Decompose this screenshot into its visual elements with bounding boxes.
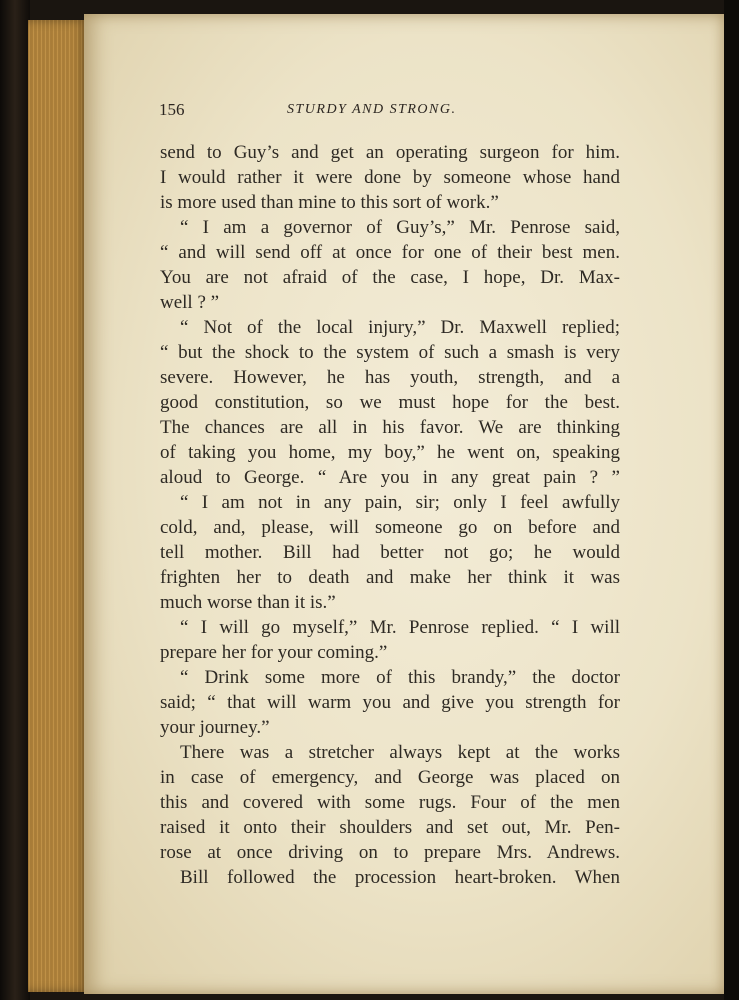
text-line: rose at once driving on to prepare Mrs. Andrews.: [160, 842, 620, 863]
book-binding: [0, 0, 30, 1000]
text-line: frighten her to death and make her think it was: [160, 567, 620, 588]
text-line: “ Not of the local injury,” Dr. Maxwell replied;: [180, 317, 620, 338]
text-line: of taking you home, my boy,” he went on, speaking: [160, 442, 620, 463]
page-header: [159, 100, 629, 124]
text-line: in case of emergency, and George was placed on: [160, 767, 620, 788]
text-line: “ I will go myself,” Mr. Penrose replied. “ I will: [180, 617, 620, 638]
text-line: You are not afraid of the case, I hope, Dr. Max-: [160, 267, 620, 288]
text-line: well ? ”: [160, 292, 220, 313]
text-line: cold, and, please, will someone go on before and: [160, 517, 620, 538]
text-line: is more used than mine to this sort of work.”: [160, 192, 499, 213]
page-number: 156: [159, 100, 185, 119]
text-line: prepare her for your coming.”: [160, 642, 388, 663]
text-line: “ I am a governor of Guy’s,” Mr. Penrose said,: [180, 217, 620, 238]
text-line: “ Drink some more of this brandy,” the doctor: [180, 667, 620, 688]
text-line: “ and will send off at once for one of their best men.: [160, 242, 620, 263]
page-edges: [28, 20, 88, 992]
text-line: good constitution, so we must hope for the best.: [160, 392, 620, 413]
text-line: There was a stretcher always kept at the works: [180, 742, 620, 763]
text-line: much worse than it is.”: [160, 592, 336, 613]
text-line: severe. However, he has youth, strength, and a: [160, 367, 620, 388]
body-text: [160, 140, 620, 890]
text-line: “ I am not in any pain, sir; only I feel awfully: [180, 492, 620, 513]
text-line: tell mother. Bill had better not go; he would: [160, 542, 620, 563]
text-line: said; “ that will warm you and give you strength for: [160, 692, 620, 713]
text-line: raised it onto their shoulders and set out, Mr. Pen-: [160, 817, 620, 838]
right-margin-shadow: [724, 0, 739, 1000]
text-line: send to Guy’s and get an operating surgeon for him.: [160, 142, 620, 163]
text-line: your journey.”: [160, 717, 270, 738]
text-line: this and covered with some rugs. Four of the men: [160, 792, 620, 813]
text-line: aloud to George. “ Are you in any great pain ? ”: [160, 467, 620, 488]
text-line: The chances are all in his favor. We are thinking: [160, 417, 620, 438]
text-line: Bill followed the procession heart-broken. When: [180, 867, 620, 888]
text-line: I would rather it were done by someone whose hand: [160, 167, 620, 188]
running-title: STURDY AND STRONG.: [287, 102, 457, 117]
text-line: “ but the shock to the system of such a smash is very: [160, 342, 620, 363]
